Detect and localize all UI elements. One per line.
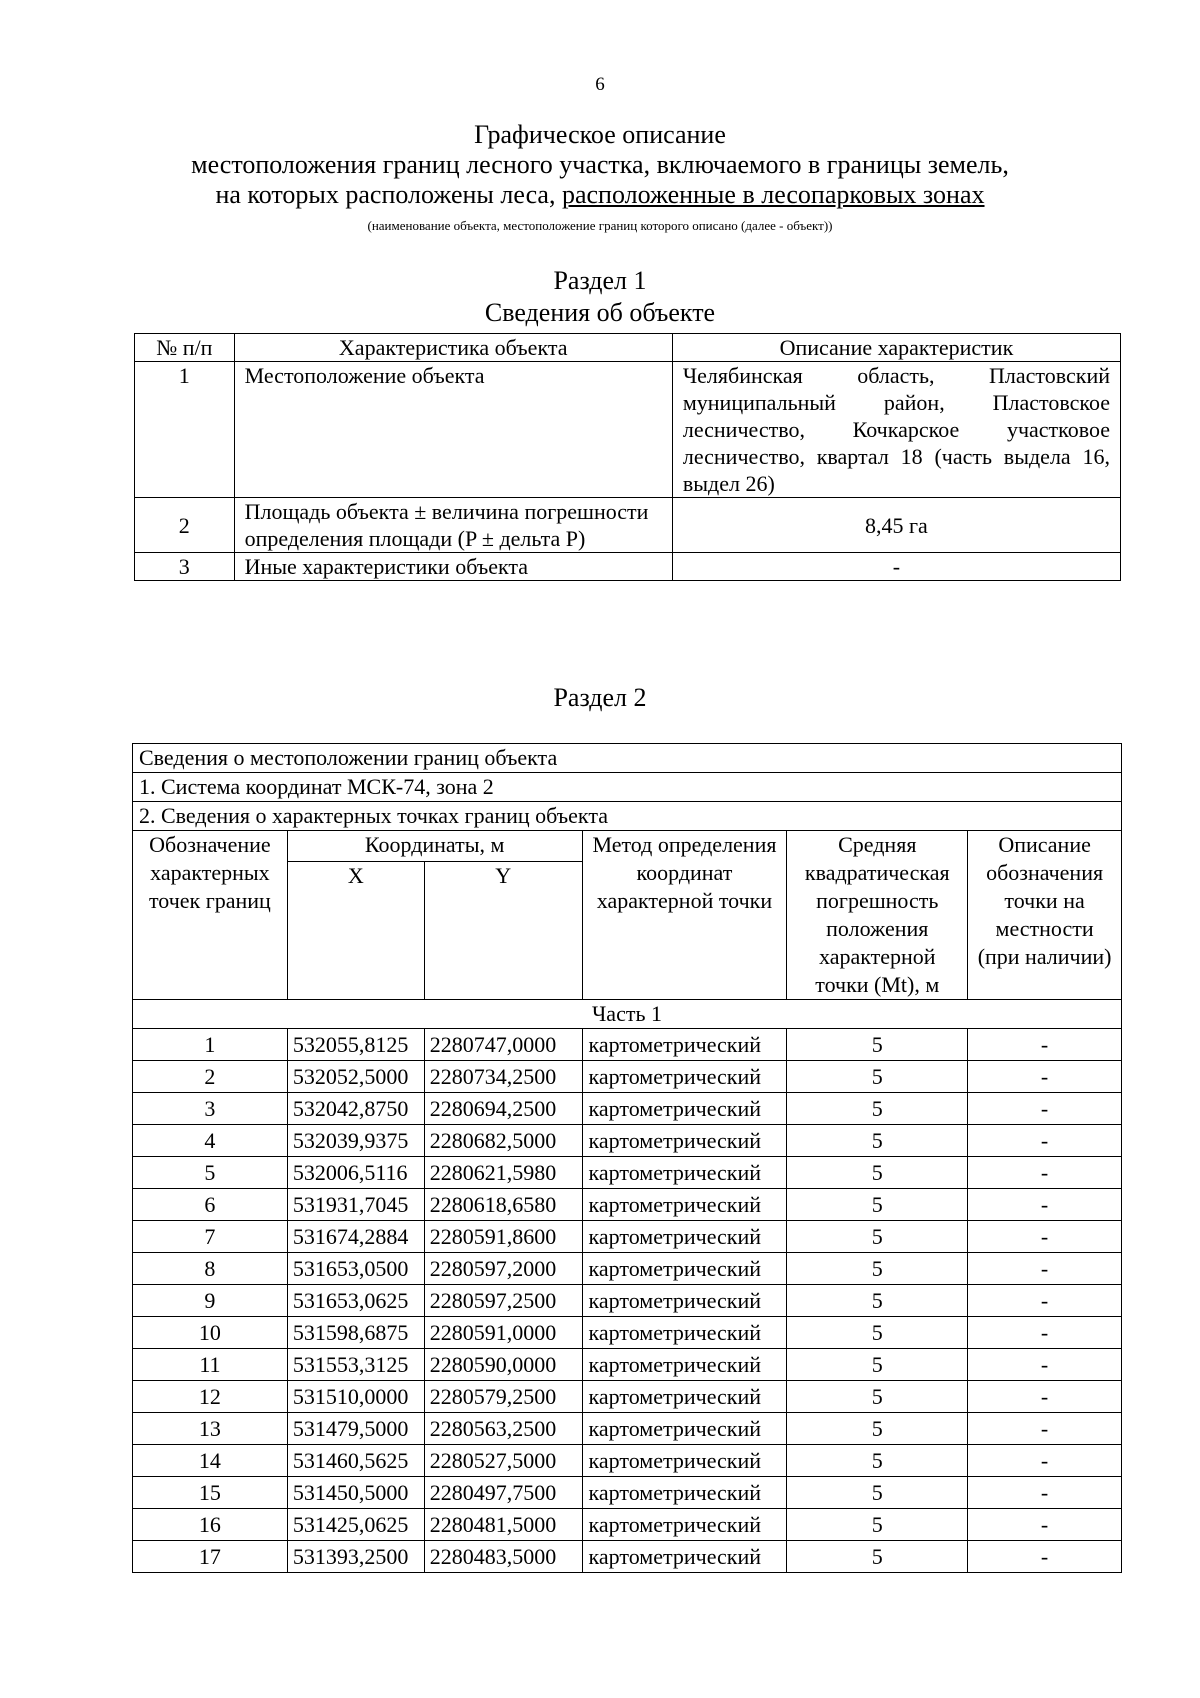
point-number: 4 [133,1125,288,1157]
point-method: картометрический [582,1445,787,1477]
point-row [133,1253,1122,1285]
point-x: 532052,5000 [287,1061,424,1093]
point-row [133,1381,1122,1413]
point-row [133,1317,1122,1349]
point-number: 13 [133,1413,288,1445]
document-title [0,120,1200,210]
point-x: 532055,8125 [287,1029,424,1061]
point-error: 5 [787,1125,968,1157]
point-x: 531479,5000 [287,1413,424,1445]
point-description: - [968,1317,1122,1349]
point-description: - [968,1285,1122,1317]
point-x: 531393,2500 [287,1541,424,1573]
section-1-title: Раздел 1 [553,266,647,295]
header-method: Метод определения координат характерной точки [582,831,787,1000]
point-error: 5 [787,1061,968,1093]
point-description: - [968,1253,1122,1285]
row-characteristic: Местоположение объекта [234,362,672,498]
row-num: 3 [135,553,235,581]
point-x: 532042,8750 [287,1093,424,1125]
title-caption: (наименование объекта, местоположение границ которого описано (далее - объект)) [367,218,833,233]
point-y: 2280579,2500 [424,1381,582,1413]
point-method: картометрический [582,1349,787,1381]
point-x: 531510,0000 [287,1381,424,1413]
point-description: - [968,1445,1122,1477]
point-x: 531653,0500 [287,1253,424,1285]
point-number: 8 [133,1253,288,1285]
point-error: 5 [787,1541,968,1573]
point-method: картометрический [582,1541,787,1573]
point-method: картометрический [582,1285,787,1317]
point-number: 10 [133,1317,288,1349]
point-row [133,1157,1122,1189]
point-description: - [968,1029,1122,1061]
point-error: 5 [787,1189,968,1221]
section-2-heading: Раздел 2 [553,683,647,712]
point-method: картометрический [582,1477,787,1509]
point-row [133,1125,1122,1157]
point-y: 2280747,0000 [424,1029,582,1061]
point-error: 5 [787,1221,968,1253]
point-x: 531553,3125 [287,1349,424,1381]
point-y: 2280694,2500 [424,1093,582,1125]
point-method: картометрический [582,1029,787,1061]
point-row [133,1061,1122,1093]
point-error: 5 [787,1029,968,1061]
point-x: 531425,0625 [287,1509,424,1541]
point-number: 6 [133,1189,288,1221]
page-number: 6 [595,74,605,95]
title-line-3 [0,180,1200,210]
point-y: 2280481,5000 [424,1509,582,1541]
info-row [133,744,1122,773]
point-y: 2280483,5000 [424,1541,582,1573]
point-method: картометрический [582,1093,787,1125]
point-error: 5 [787,1477,968,1509]
point-y: 2280527,5000 [424,1445,582,1477]
point-number: 1 [133,1029,288,1061]
point-row [133,1221,1122,1253]
point-number: 14 [133,1445,288,1477]
title-line-3-plain: на которых расположены леса, [215,180,562,209]
point-method: картометрический [582,1413,787,1445]
boundary-points-table [132,743,1122,1573]
point-error: 5 [787,1253,968,1285]
point-number: 5 [133,1157,288,1189]
point-x: 531931,7045 [287,1189,424,1221]
info-row [133,802,1122,831]
point-y: 2280497,7500 [424,1477,582,1509]
point-description: - [968,1381,1122,1413]
point-row [133,1477,1122,1509]
point-error: 5 [787,1413,968,1445]
header-error: Средняя квадратическая погрешность положения характерной точки (Mt), м [787,831,968,1000]
row-description: - [672,553,1120,581]
point-method: картометрический [582,1157,787,1189]
point-method: картометрический [582,1317,787,1349]
point-y: 2280621,5980 [424,1157,582,1189]
point-description: - [968,1061,1122,1093]
point-error: 5 [787,1445,968,1477]
point-x: 531653,0625 [287,1285,424,1317]
info-row-coord-system: 1. Система координат МСК-74, зона 2 [133,773,1122,802]
point-error: 5 [787,1285,968,1317]
point-row [133,1445,1122,1477]
section-1-subtitle: Сведения об объекте [484,298,716,327]
points-body [133,1029,1122,1573]
header-y: Y [424,862,582,1000]
point-error: 5 [787,1157,968,1189]
object-info-row [135,498,1121,553]
title-line-3-underlined: расположенные в лесопарковых зонах [561,180,985,209]
object-info-header-row [135,334,1121,362]
point-number: 12 [133,1381,288,1413]
point-number: 9 [133,1285,288,1317]
header-point: Обозначение характерных точек границ [133,831,288,1000]
point-method: картометрический [582,1253,787,1285]
point-method: картометрический [582,1061,787,1093]
info-row-points: 2. Сведения о характерных точках границ объекта [133,802,1122,831]
point-error: 5 [787,1093,968,1125]
part-row [133,1000,1122,1029]
point-method: картометрический [582,1381,787,1413]
point-x: 531598,6875 [287,1317,424,1349]
point-y: 2280597,2500 [424,1285,582,1317]
point-x: 532039,9375 [287,1125,424,1157]
point-row [133,1285,1122,1317]
title-line-2: местоположения границ лесного участка, включаемого в границы земель, [191,150,1009,179]
point-description: - [968,1509,1122,1541]
row-characteristic: Иные характеристики объекта [234,553,672,581]
point-description: - [968,1189,1122,1221]
point-row [133,1029,1122,1061]
header-description: Описание характеристик [672,334,1120,362]
point-number: 2 [133,1061,288,1093]
point-description: - [968,1413,1122,1445]
object-info-table [134,333,1121,581]
row-num: 1 [135,362,235,498]
header-coordinates: Координаты, м [287,831,582,862]
point-description: - [968,1093,1122,1125]
object-info-row [135,553,1121,581]
point-error: 5 [787,1381,968,1413]
point-description: - [968,1477,1122,1509]
row-description: 8,45 га [672,498,1120,553]
part-label: Часть 1 [133,1000,1122,1029]
point-row [133,1349,1122,1381]
point-y: 2280734,2500 [424,1061,582,1093]
point-method: картометрический [582,1189,787,1221]
point-row [133,1189,1122,1221]
point-number: 7 [133,1221,288,1253]
point-number: 17 [133,1541,288,1573]
point-row [133,1413,1122,1445]
point-y: 2280591,8600 [424,1221,582,1253]
point-error: 5 [787,1349,968,1381]
point-number: 3 [133,1093,288,1125]
section-1-heading [0,265,1200,329]
info-row-title: Сведения о местоположении границ объекта [133,744,1122,773]
point-number: 16 [133,1509,288,1541]
header-num: № п/п [135,334,235,362]
point-y: 2280563,2500 [424,1413,582,1445]
point-method: картометрический [582,1509,787,1541]
point-description: - [968,1221,1122,1253]
row-description: Челябинская область, Пластовский муниципальный район, Пластовское лесничество, Кочкарское участковое лесничество, квартал 18 (часть выдела 16, выдел 26) [672,362,1120,498]
point-y: 2280590,0000 [424,1349,582,1381]
point-description: - [968,1541,1122,1573]
point-y: 2280597,2000 [424,1253,582,1285]
point-description: - [968,1125,1122,1157]
row-characteristic: Площадь объекта ± величина погрешности определения площади (P ± дельта P) [234,498,672,553]
row-num: 2 [135,498,235,553]
point-x: 531450,5000 [287,1477,424,1509]
point-y: 2280591,0000 [424,1317,582,1349]
point-description: - [968,1349,1122,1381]
point-row [133,1509,1122,1541]
point-y: 2280682,5000 [424,1125,582,1157]
point-x: 532006,5116 [287,1157,424,1189]
point-y: 2280618,6580 [424,1189,582,1221]
point-number: 15 [133,1477,288,1509]
point-error: 5 [787,1317,968,1349]
point-number: 11 [133,1349,288,1381]
point-row [133,1093,1122,1125]
title-line-1: Графическое описание [474,120,726,149]
points-header-row [133,831,1122,862]
point-description: - [968,1157,1122,1189]
object-info-row [135,362,1121,498]
point-method: картометрический [582,1125,787,1157]
point-row [133,1541,1122,1573]
point-x: 531460,5625 [287,1445,424,1477]
point-error: 5 [787,1509,968,1541]
info-row [133,773,1122,802]
point-method: картометрический [582,1221,787,1253]
header-characteristic: Характеристика объекта [234,334,672,362]
header-x: X [287,862,424,1000]
point-x: 531674,2884 [287,1221,424,1253]
header-point-description: Описание обозначения точки на местности (при наличии) [968,831,1122,1000]
